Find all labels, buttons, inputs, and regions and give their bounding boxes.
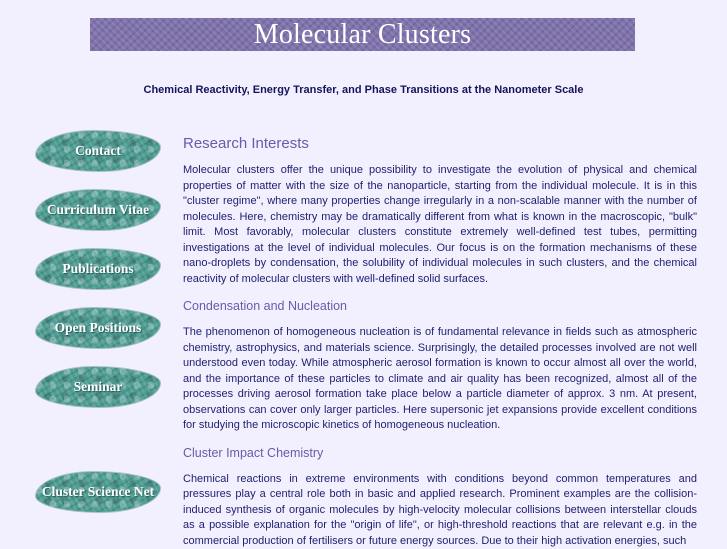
section-heading: Cluster Impact Chemistry: [183, 445, 697, 462]
nav-cluster-science-net-button[interactable]: [36, 470, 160, 514]
section-heading: Condensation and Nucleation: [183, 298, 697, 315]
section-cluster-impact-chemistry: [183, 445, 697, 549]
section-heading: Research Interests: [183, 134, 697, 154]
nav-contact-button[interactable]: [36, 129, 160, 173]
nav-curriculum-vitae-button[interactable]: [36, 188, 160, 232]
site-banner: [90, 18, 635, 51]
section-body: The phenomenon of homogeneous nucleation is of fundamental relevance in fields such as atmospheric chemistry, astrophysics, and materials science. Surprisingly, the detailed processes involved are not well understood even today. While atmospheric aerosol formation is known to occur almost all over the world, and the importance of these particles to climate and air quality has been recognized, almost all of the processes driving aerosol formation take place below a particle diameter of approx. 3 nm. At present, observations can cover only larger particles. Here supersonic jet expansions provide excellent conditions for studying the microscopic kinetics of homogeneous nucleation.: [183, 325, 697, 434]
section-body: Molecular clusters offer the unique possibility to investigate the evolution of physical and chemical properties of matter with the size of the nanoparticle, starting from the individual molecule. It is in this "cluster regime", where many properties change irregularly in a non-scalable manner with the number of molecules. Here, chemistry may be dramatically different from what is known in the macroscopic, "bulk" limit. Most favorably, molecular clusters constitute extremely well-defined test tubes, permitting investigations at the level of individual molecules. Our focus is on the formation mechanisms of these nano-droplets by condensation, the solubility of individual molecules in such clusters, and the chemical reactivity of molecular clusters with well-defined solid surfaces.: [183, 163, 697, 287]
site-title: Molecular Clusters: [254, 19, 471, 51]
nav-seminar-label: Seminar: [74, 379, 123, 395]
nav-contact-label: Contact: [75, 143, 121, 159]
nav-curriculum-vitae-label: Curriculum Vitae: [47, 202, 149, 218]
nav-open-positions-label: Open Positions: [55, 320, 142, 336]
section-body: Chemical reactions in extreme environments with conditions beyond common temperatures and pressures play a central role both in basic and applied research. Prominent examples are the collision-induced synthesis of organic molecules by high-velocity molecular collisions between interstellar clouds as a possible explanation for the "origin of life", or high-threshold reactions that are relevant e.g. in the commercial production of fertilisers or future energy sources. Due to their high activation energies, such: [183, 472, 697, 549]
section-condensation-nucleation: [183, 298, 697, 434]
nav-publications-button[interactable]: [36, 247, 160, 291]
main-content: [183, 134, 697, 549]
site-tagline: Chemical Reactivity, Energy Transfer, and Phase Transitions at the Nanometer Scale: [0, 84, 727, 96]
nav-cluster-science-net-label: Cluster Science Net: [42, 484, 154, 500]
nav-open-positions-button[interactable]: [36, 306, 160, 350]
nav-seminar-button[interactable]: [36, 365, 160, 409]
nav-publications-label: Publications: [62, 261, 133, 277]
section-research-interests: [183, 134, 697, 287]
